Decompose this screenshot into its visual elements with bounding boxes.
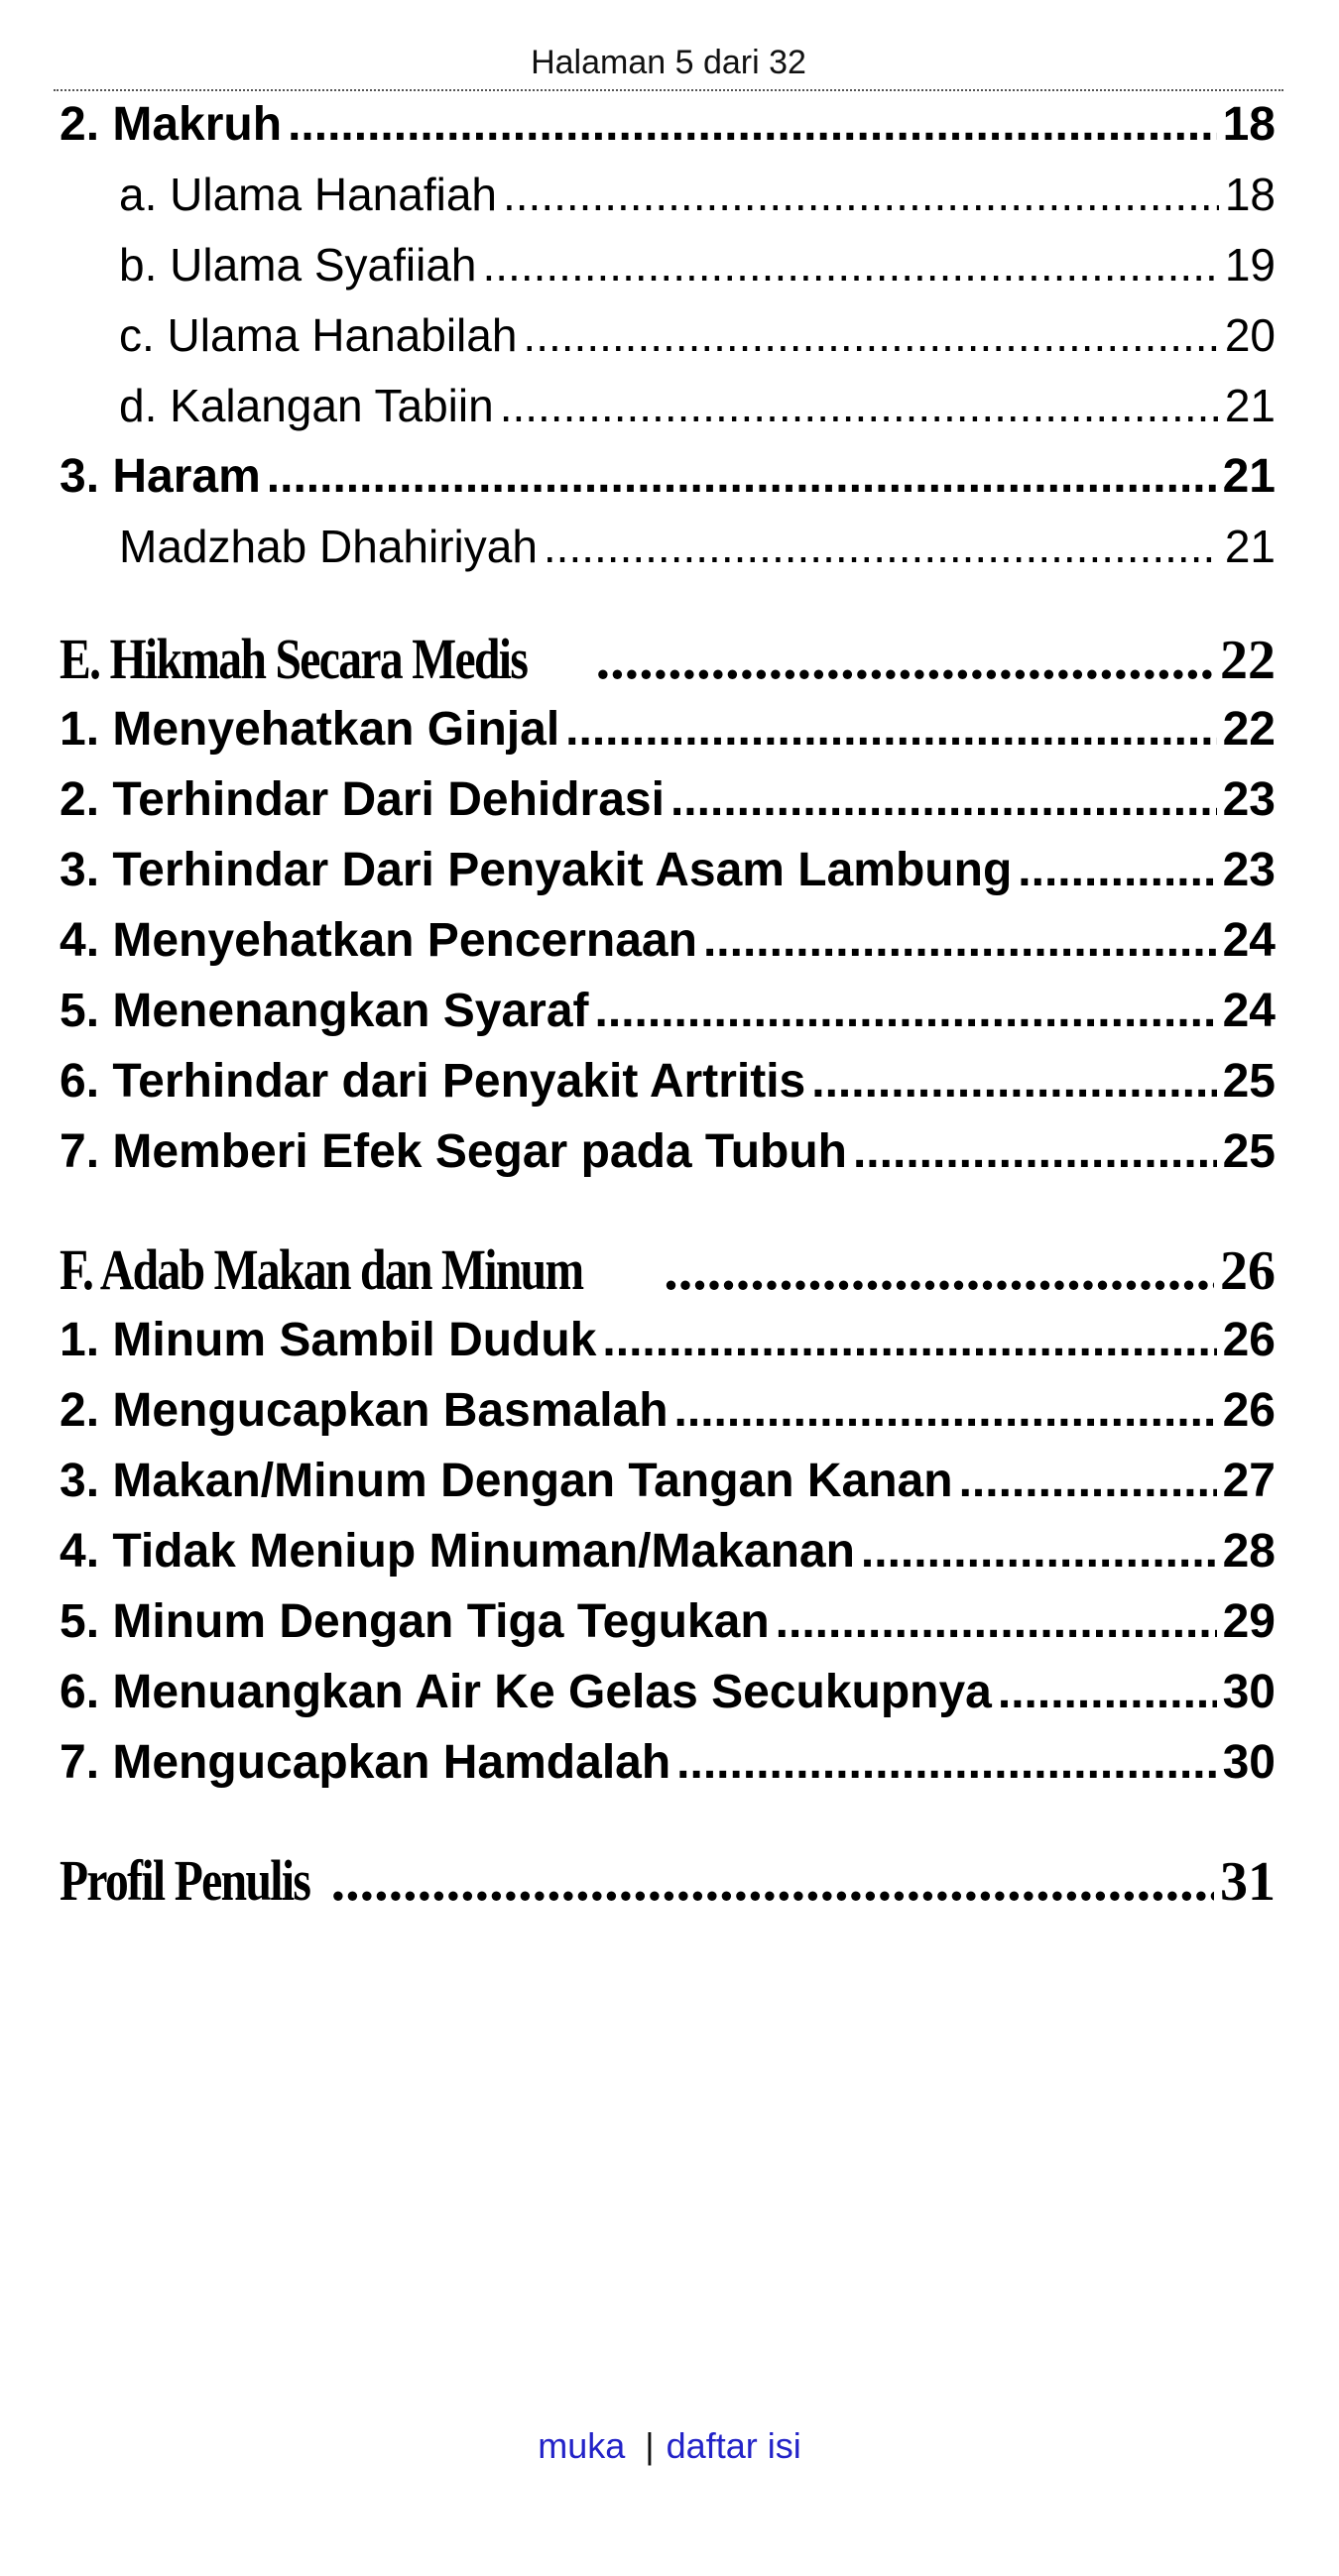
toc-entry[interactable] xyxy=(60,1234,1276,1305)
toc-entry-title: c. Ulama Hanabilah xyxy=(119,309,518,361)
toc-entry[interactable] xyxy=(60,1845,1276,1916)
toc-entry-title: 2. Mengucapkan Basmalah xyxy=(60,1384,669,1437)
toc-group xyxy=(60,1234,1276,1798)
toc-entry-title: b. Ulama Syafiiah xyxy=(119,239,477,291)
page-footer xyxy=(0,2425,1339,2467)
toc-entry-title: 3. Terhindar Dari Penyakit Asam Lambung xyxy=(60,844,1013,896)
toc-gap xyxy=(60,582,1276,624)
toc-entry[interactable] xyxy=(60,764,1276,835)
toc-entry-page-number: 21 xyxy=(1222,450,1276,503)
toc-entry[interactable] xyxy=(60,230,1276,300)
toc-entry-page-number: 24 xyxy=(1222,985,1276,1037)
toc-entry-page-number: 21 xyxy=(1224,521,1276,572)
dot-leader xyxy=(676,1727,1216,1798)
toc-entry-page-number: 29 xyxy=(1222,1595,1276,1648)
toc-entry-title: 3. Haram xyxy=(60,450,261,503)
toc-entry-page-number: 26 xyxy=(1222,1314,1276,1366)
dot-leader xyxy=(853,1116,1217,1187)
toc-entry-title: 1. Menyehatkan Ginjal xyxy=(60,703,560,756)
toc-entry[interactable] xyxy=(60,624,1276,694)
toc-entry[interactable] xyxy=(60,1046,1276,1116)
toc-entry-page-number: 26 xyxy=(1220,1240,1276,1302)
toc-entry-title: 2. Terhindar Dari Dehidrasi xyxy=(60,773,665,826)
dot-leader xyxy=(483,230,1219,300)
toc-gap xyxy=(60,1187,1276,1234)
toc-entry-page-number: 25 xyxy=(1222,1055,1276,1108)
dot-leader xyxy=(861,1516,1217,1586)
toc-entry[interactable] xyxy=(60,976,1276,1046)
dot-leader xyxy=(1018,835,1216,905)
toc-entry-title: 3. Makan/Minum Dengan Tangan Kanan xyxy=(60,1455,953,1507)
toc-entry-page-number: 31 xyxy=(1220,1851,1276,1913)
dot-leader xyxy=(998,1657,1217,1727)
dot-leader xyxy=(602,1305,1216,1375)
toc-entry-title: 4. Tidak Meniup Minuman/Makanan xyxy=(60,1525,855,1578)
toc-entry-page-number: 21 xyxy=(1224,380,1276,431)
dot-leader xyxy=(500,371,1219,441)
dot-leader xyxy=(267,441,1217,512)
toc-entry-title: 6. Menuangkan Air Ke Gelas Secukupnya xyxy=(60,1666,992,1718)
toc-entry-page-number: 23 xyxy=(1222,844,1276,896)
page-indicator: Halaman 5 dari 32 xyxy=(531,44,806,81)
toc-entry-page-number: 18 xyxy=(1222,98,1276,151)
toc-group xyxy=(60,1845,1276,1916)
toc-entry[interactable] xyxy=(60,160,1276,230)
toc-entry-title: E. Hikmah Secara Medis xyxy=(60,627,528,691)
toc-gap xyxy=(60,1798,1276,1845)
toc-entry-title: F. Adab Makan dan Minum xyxy=(60,1237,583,1302)
toc-entry[interactable] xyxy=(60,1116,1276,1187)
toc-entry-page-number: 25 xyxy=(1222,1125,1276,1178)
toc-entry-title: 6. Terhindar dari Penyakit Artritis xyxy=(60,1055,806,1108)
toc-entry-title: d. Kalangan Tabiin xyxy=(119,380,494,431)
toc-entry[interactable] xyxy=(60,1446,1276,1516)
toc-entry[interactable] xyxy=(60,905,1276,976)
toc-entry-page-number: 26 xyxy=(1222,1384,1276,1437)
dot-leader xyxy=(670,764,1217,835)
dot-leader xyxy=(776,1586,1217,1657)
toc-entry[interactable] xyxy=(60,1727,1276,1798)
footer-separator: | xyxy=(645,2425,655,2466)
toc-group xyxy=(60,624,1276,1187)
toc-entry-page-number: 28 xyxy=(1222,1525,1276,1578)
dot-leader xyxy=(674,1375,1217,1446)
dot-leader xyxy=(565,694,1216,764)
toc-entry[interactable] xyxy=(60,371,1276,441)
toc-entry-title: 4. Menyehatkan Pencernaan xyxy=(60,914,697,967)
toc-entry-title: 1. Minum Sambil Duduk xyxy=(60,1314,597,1366)
dot-leader xyxy=(288,89,1217,160)
toc-entry[interactable] xyxy=(60,835,1276,905)
home-link[interactable]: muka xyxy=(538,2425,626,2466)
toc-entry-page-number: 27 xyxy=(1222,1455,1276,1507)
toc-entry-title: 7. Mengucapkan Hamdalah xyxy=(60,1736,671,1789)
toc-entry-page-number: 30 xyxy=(1222,1736,1276,1789)
dot-leader xyxy=(703,905,1217,976)
dot-leader xyxy=(664,1234,1214,1305)
dot-leader xyxy=(503,160,1219,230)
toc-entry[interactable] xyxy=(60,300,1276,371)
toc-entry-title: 5. Menenangkan Syaraf xyxy=(60,985,589,1037)
dot-leader xyxy=(596,624,1214,694)
dot-leader xyxy=(331,1845,1214,1916)
dot-leader xyxy=(523,300,1218,371)
toc-entry[interactable] xyxy=(60,1657,1276,1727)
toc-link[interactable]: daftar isi xyxy=(666,2425,801,2466)
toc-entry[interactable] xyxy=(60,694,1276,764)
page-header xyxy=(54,36,1283,91)
toc-entry-title: 5. Minum Dengan Tiga Tegukan xyxy=(60,1595,770,1648)
toc-entry[interactable] xyxy=(60,1305,1276,1375)
toc-entry-page-number: 19 xyxy=(1224,239,1276,291)
table-of-contents xyxy=(60,89,1276,1916)
dot-leader xyxy=(811,1046,1216,1116)
toc-group xyxy=(60,89,1276,582)
toc-entry[interactable] xyxy=(60,1516,1276,1586)
toc-entry[interactable] xyxy=(60,441,1276,512)
toc-entry-page-number: 24 xyxy=(1222,914,1276,967)
toc-entry-page-number: 23 xyxy=(1222,773,1276,826)
toc-entry[interactable] xyxy=(60,1375,1276,1446)
toc-entry[interactable] xyxy=(60,89,1276,160)
toc-entry-title: a. Ulama Hanafiah xyxy=(119,169,497,220)
toc-entry[interactable] xyxy=(60,1586,1276,1657)
toc-entry-page-number: 22 xyxy=(1220,630,1276,691)
dot-leader xyxy=(595,976,1217,1046)
toc-entry-title: Profil Penulis xyxy=(60,1848,310,1913)
toc-entry-title: 2. Makruh xyxy=(60,98,283,151)
toc-entry-title: Madzhab Dhahiriyah xyxy=(119,521,538,572)
toc-entry[interactable] xyxy=(60,512,1276,582)
toc-entry-page-number: 30 xyxy=(1222,1666,1276,1718)
dot-leader xyxy=(544,512,1219,582)
toc-entry-page-number: 18 xyxy=(1224,169,1276,220)
toc-entry-page-number: 20 xyxy=(1224,309,1276,361)
dot-leader xyxy=(959,1446,1217,1516)
toc-entry-title: 7. Memberi Efek Segar pada Tubuh xyxy=(60,1125,847,1178)
toc-entry-page-number: 22 xyxy=(1222,703,1276,756)
